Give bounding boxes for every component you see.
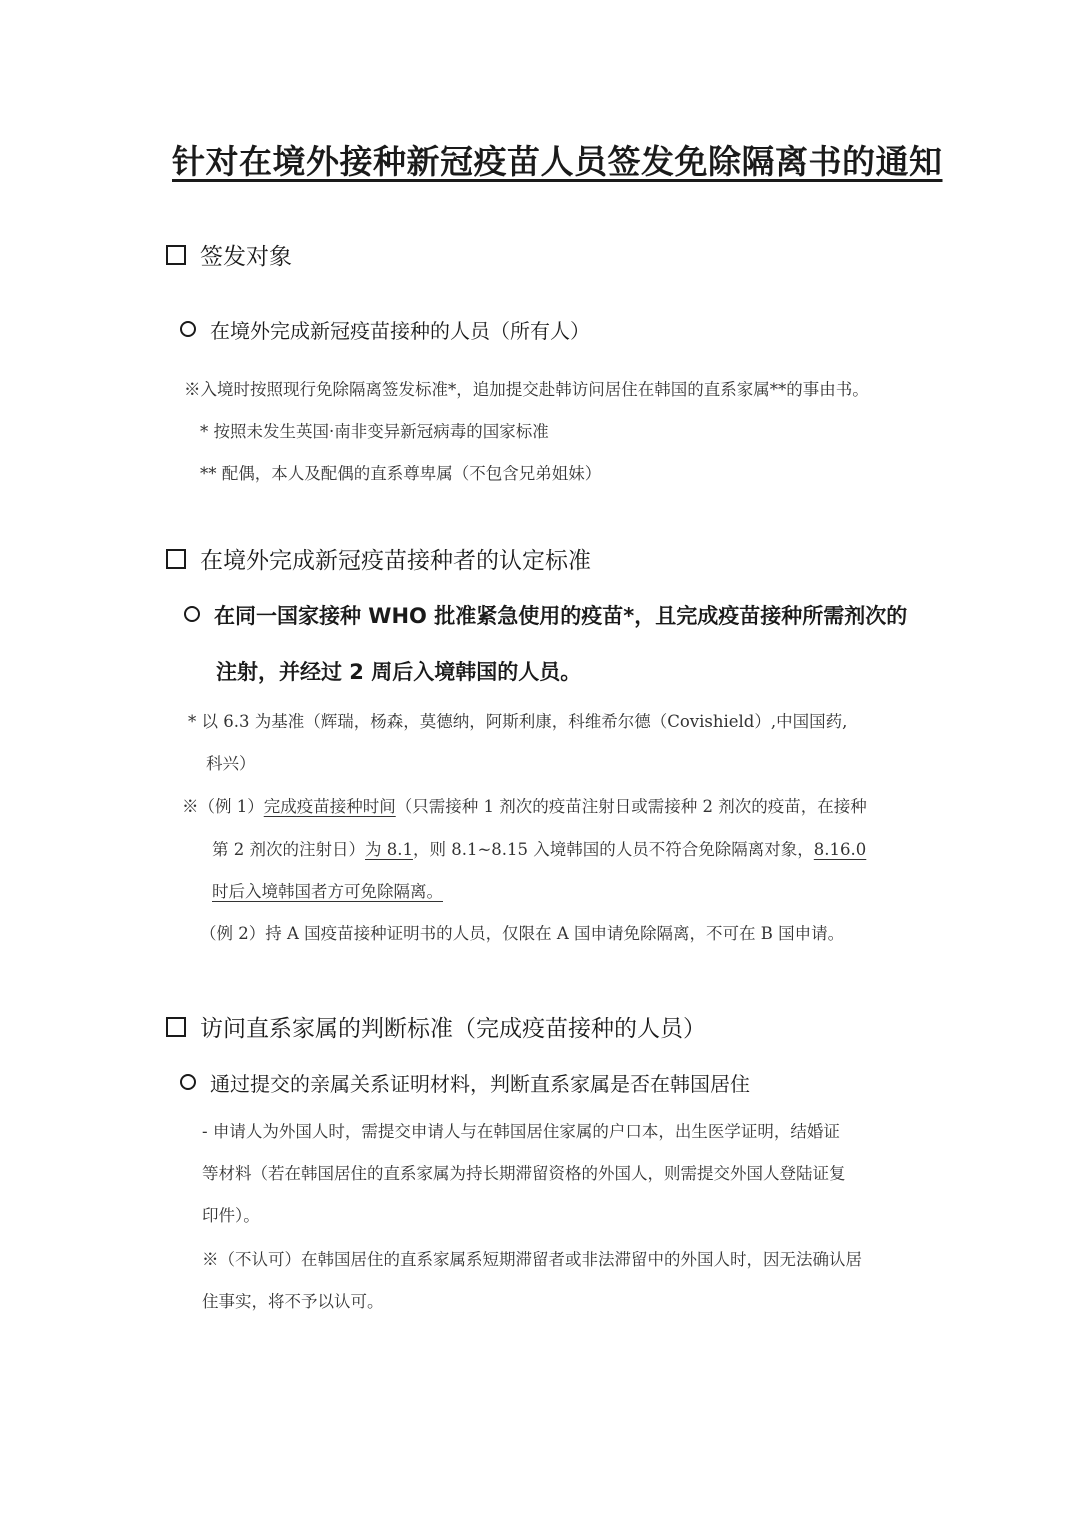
- underlined-text: 完成疫苗接种时间: [263, 797, 396, 816]
- section-heading-vaccination-criteria: [166, 542, 591, 575]
- dash-item-line: 等材料（若在韩国居住的直系家属为持长期滞留资格的外国人，则需提交外国人登陆证复: [202, 1164, 846, 1183]
- circle-bullet-icon: [180, 321, 196, 337]
- underlined-text: 为 8.1: [365, 840, 413, 859]
- checkbox-square-icon: [166, 245, 186, 265]
- section-heading-family-criteria: [166, 1010, 706, 1043]
- bullet-item: [180, 1068, 750, 1097]
- bullet-text-continued: 注射，并经过 2 周后入境韩国的人员。: [216, 660, 582, 684]
- checkbox-square-icon: [166, 1017, 186, 1037]
- section-heading-text: 签发对象: [200, 244, 292, 270]
- section-heading-text: 访问直系家属的判断标准（完成疫苗接种的人员）: [200, 1016, 706, 1042]
- warning-line: ※（不认可）在韩国居住的直系家属系短期滞留者或非法滞留中的外国人时，因无法确认居: [202, 1250, 862, 1269]
- circle-bullet-icon: [184, 606, 200, 622]
- footnote-line: * 以 6.3 为基准（辉瑞，杨森，莫德纳，阿斯利康，科维希尔德（Covishield）,中国国药,: [188, 712, 848, 731]
- note-line: ※入境时按照现行免除隔离签发标准*，追加提交赴韩访问居住在韩国的直系家属**的事由书。: [184, 380, 869, 399]
- section-heading-text: 在境外完成新冠疫苗接种者的认定标准: [200, 548, 591, 574]
- underlined-text: 8.16.0: [813, 840, 867, 859]
- example-label: ※（例 1）: [182, 797, 264, 816]
- example-text: ，则 8.1~8.15 入境韩国的人员不符合免除隔离对象，: [413, 840, 814, 859]
- warning-line: 住事实，将不予以认可。: [202, 1292, 384, 1311]
- example-1-line-1: [182, 793, 867, 817]
- bullet-item: [184, 600, 907, 630]
- example-text: 第 2 剂次的注射日）: [212, 840, 365, 859]
- footnote-line: 科兴）: [206, 754, 256, 773]
- bullet-text: 在同一国家接种 WHO 批准紧急使用的疫苗*，且完成疫苗接种所需剂次的: [214, 604, 908, 628]
- document-title: 针对在境外接种新冠疫苗人员签发免除隔离书的通知: [172, 142, 943, 181]
- example-text: （只需接种 1 剂次的疫苗注射日或需接种 2 剂次的疫苗，在接种: [395, 797, 867, 816]
- bullet-text: 通过提交的亲属关系证明材料，判断直系家属是否在韩国居住: [210, 1072, 750, 1096]
- example-1-line-2: [212, 836, 866, 860]
- note-line: * 按照未发生英国·南非变异新冠病毒的国家标准: [200, 422, 549, 441]
- bullet-item: [180, 315, 590, 344]
- underlined-text: 时后入境韩国者方可免除隔离。: [212, 882, 443, 901]
- dash-item-line: - 申请人为外国人时，需提交申请人与在韩国居住家属的户口本，出生医学证明，结婚证: [202, 1122, 840, 1141]
- example-2-line: （例 2）持 A 国疫苗接种证明书的人员，仅限在 A 国申请免除隔离，不可在 B 国申请。: [200, 924, 845, 943]
- checkbox-square-icon: [166, 549, 186, 569]
- note-line: ** 配偶，本人及配偶的直系尊卑属（不包含兄弟姐妹）: [200, 464, 602, 483]
- section-heading-issuance-target: [166, 238, 292, 271]
- circle-bullet-icon: [180, 1074, 196, 1090]
- bullet-text: 在境外完成新冠疫苗接种的人员（所有人）: [210, 319, 590, 343]
- example-1-line-3: [212, 878, 443, 902]
- dash-item-line: 印件）。: [202, 1206, 260, 1225]
